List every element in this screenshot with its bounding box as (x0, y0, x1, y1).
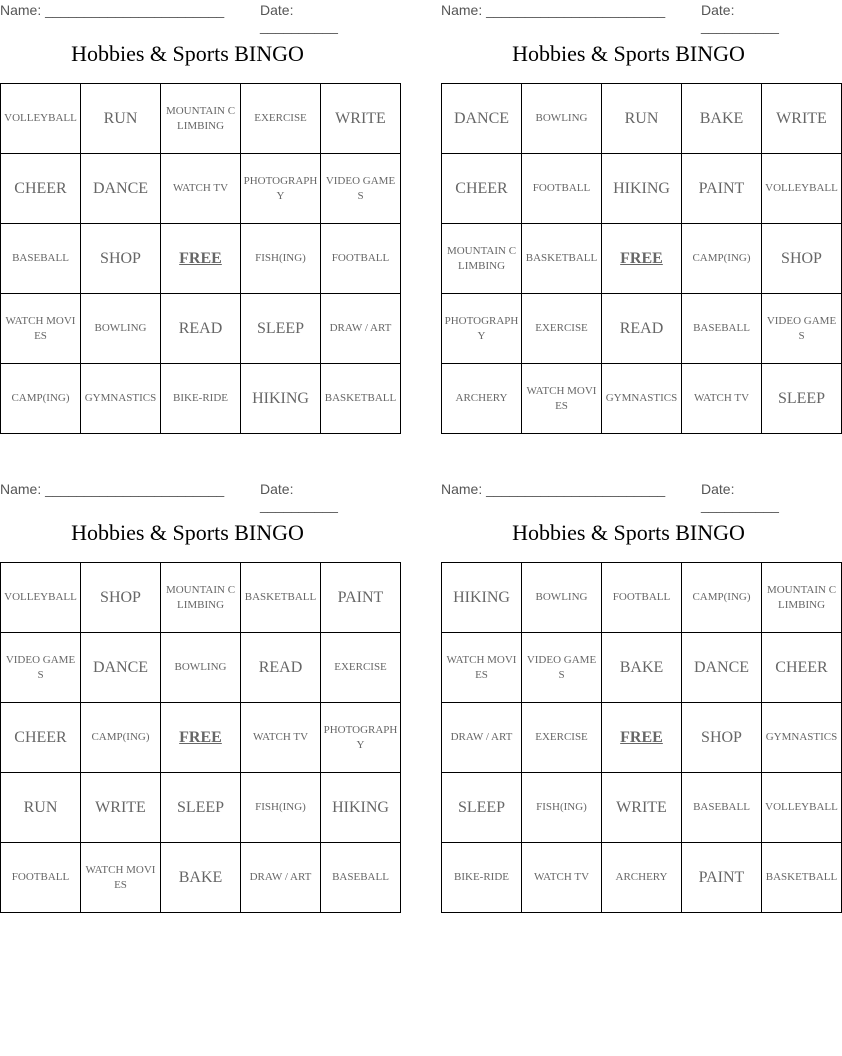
bingo-cell: BIKE-RIDE (442, 843, 522, 913)
bingo-cell: WATCH MOVIES (522, 364, 602, 434)
date-field: Date: __________ (260, 481, 338, 513)
bingo-cell: PHOTOGRAPHY (321, 703, 401, 773)
bingo-row (442, 563, 842, 633)
bingo-cell: WRITE (762, 84, 842, 154)
bingo-cell: DRAW / ART (321, 294, 401, 364)
bingo-cell: READ (161, 294, 241, 364)
bingo-cell: HIKING (602, 154, 682, 224)
bingo-cell: DANCE (682, 633, 762, 703)
bingo-cell: CAMP(ING) (81, 703, 161, 773)
bingo-cell: VOLLEYBALL (762, 773, 842, 843)
bingo-cell: HIKING (241, 364, 321, 434)
free-space-cell: FREE (602, 224, 682, 294)
bingo-cell: WATCH TV (161, 154, 241, 224)
date-field: Date: __________ (701, 2, 779, 34)
bingo-cell: FOOTBALL (321, 224, 401, 294)
bingo-cell: PHOTOGRAPHY (442, 294, 522, 364)
bingo-row (442, 294, 842, 364)
bingo-cell: VIDEO GAMES (762, 294, 842, 364)
bingo-cell: DRAW / ART (241, 843, 321, 913)
date-field: Date: __________ (260, 2, 338, 34)
bingo-cell: FISH(ING) (241, 224, 321, 294)
bingo-cell: CAMP(ING) (682, 224, 762, 294)
bingo-cell: RUN (1, 773, 81, 843)
bingo-cell: CHEER (1, 154, 81, 224)
card-header (441, 0, 816, 34)
bingo-cell: PHOTOGRAPHY (241, 154, 321, 224)
free-space-cell: FREE (602, 703, 682, 773)
bingo-cell: SHOP (81, 224, 161, 294)
bingo-row (1, 364, 401, 434)
card-title: Hobbies & Sports BINGO (512, 520, 745, 545)
bingo-row (1, 843, 401, 913)
bingo-cell: PAINT (682, 843, 762, 913)
bingo-card-4 (441, 479, 838, 919)
bingo-cell: VOLLEYBALL (762, 154, 842, 224)
bingo-cell: CHEER (762, 633, 842, 703)
name-field: Name: _______________________ (0, 481, 225, 497)
card-header (0, 0, 375, 34)
bingo-row (1, 154, 401, 224)
bingo-cell: VIDEO GAMES (1, 633, 81, 703)
bingo-cell: SLEEP (241, 294, 321, 364)
bingo-cell: SHOP (762, 224, 842, 294)
bingo-card-1 (0, 0, 397, 440)
bingo-cell: HIKING (442, 563, 522, 633)
bingo-cell: HIKING (321, 773, 401, 843)
bingo-card-3 (0, 479, 398, 919)
bingo-cell: BASEBALL (682, 773, 762, 843)
bingo-cell: ARCHERY (602, 843, 682, 913)
bingo-cell: BASEBALL (321, 843, 401, 913)
bingo-row (1, 294, 401, 364)
bingo-cell: DRAW / ART (442, 703, 522, 773)
bingo-cell: BOWLING (81, 294, 161, 364)
bingo-cell: BAKE (682, 84, 762, 154)
bingo-cell: FOOTBALL (522, 154, 602, 224)
bingo-cell: RUN (81, 84, 161, 154)
bingo-cell: BIKE-RIDE (161, 364, 241, 434)
bingo-row (1, 224, 401, 294)
bingo-cell: WATCH TV (241, 703, 321, 773)
bingo-cell: WATCH MOVIES (81, 843, 161, 913)
name-field: Name: _______________________ (441, 481, 666, 497)
name-field: Name: _______________________ (0, 2, 225, 18)
bingo-cell: GYMNASTICS (81, 364, 161, 434)
bingo-cell: EXERCISE (522, 703, 602, 773)
card-header (441, 479, 816, 513)
bingo-row (442, 364, 842, 434)
bingo-cell: READ (241, 633, 321, 703)
bingo-cell: BAKE (161, 843, 241, 913)
bingo-cell: WRITE (321, 84, 401, 154)
bingo-cell: SLEEP (442, 773, 522, 843)
bingo-cell: DANCE (442, 84, 522, 154)
name-field: Name: _______________________ (441, 2, 666, 18)
bingo-grid (441, 562, 842, 913)
bingo-row (1, 563, 401, 633)
bingo-cell: CHEER (442, 154, 522, 224)
bingo-cell: VOLLEYBALL (1, 563, 81, 633)
bingo-cell: SLEEP (762, 364, 842, 434)
bingo-cell: WATCH TV (522, 843, 602, 913)
bingo-cell: SHOP (682, 703, 762, 773)
bingo-cell: RUN (602, 84, 682, 154)
bingo-cell: BASEBALL (682, 294, 762, 364)
bingo-cell: VIDEO GAMES (522, 633, 602, 703)
bingo-cell: EXERCISE (241, 84, 321, 154)
bingo-cell: PAINT (682, 154, 762, 224)
bingo-row (442, 224, 842, 294)
bingo-cell: FOOTBALL (1, 843, 81, 913)
bingo-cell: BASKETBALL (321, 364, 401, 434)
bingo-cell: MOUNTAIN CLIMBING (161, 84, 241, 154)
bingo-cell: GYMNASTICS (602, 364, 682, 434)
bingo-row (442, 843, 842, 913)
bingo-cell: READ (602, 294, 682, 364)
bingo-cell: VIDEO GAMES (321, 154, 401, 224)
bingo-cell: WATCH MOVIES (1, 294, 81, 364)
bingo-row (1, 84, 401, 154)
bingo-cell: CHEER (1, 703, 81, 773)
bingo-cell: SHOP (81, 563, 161, 633)
bingo-cell: BOWLING (522, 84, 602, 154)
bingo-cell: BOWLING (522, 563, 602, 633)
bingo-cell: FISH(ING) (522, 773, 602, 843)
bingo-grid (0, 83, 401, 434)
bingo-cell: WATCH TV (682, 364, 762, 434)
bingo-row (442, 84, 842, 154)
bingo-cell: DANCE (81, 633, 161, 703)
card-title: Hobbies & Sports BINGO (512, 41, 745, 66)
bingo-cell: GYMNASTICS (762, 703, 842, 773)
bingo-cell: CAMP(ING) (682, 563, 762, 633)
bingo-cell: EXERCISE (522, 294, 602, 364)
bingo-cell: FOOTBALL (602, 563, 682, 633)
bingo-cell: EXERCISE (321, 633, 401, 703)
bingo-grid (0, 562, 401, 913)
bingo-row (442, 633, 842, 703)
bingo-cell: BAKE (602, 633, 682, 703)
bingo-cell: BASKETBALL (762, 843, 842, 913)
bingo-cell: WRITE (81, 773, 161, 843)
bingo-cell: BASKETBALL (241, 563, 321, 633)
bingo-row (1, 633, 401, 703)
bingo-card-2 (441, 0, 838, 440)
card-title: Hobbies & Sports BINGO (71, 41, 304, 66)
bingo-cell: MOUNTAIN CLIMBING (442, 224, 522, 294)
bingo-cell: DANCE (81, 154, 161, 224)
bingo-cell: MOUNTAIN CLIMBING (161, 563, 241, 633)
bingo-cell: BASKETBALL (522, 224, 602, 294)
bingo-cell: WATCH MOVIES (442, 633, 522, 703)
bingo-cell: BASEBALL (1, 224, 81, 294)
bingo-row (442, 773, 842, 843)
bingo-row (442, 703, 842, 773)
bingo-row (1, 773, 401, 843)
free-space-cell: FREE (161, 224, 241, 294)
bingo-cell: WRITE (602, 773, 682, 843)
card-header (0, 479, 375, 513)
bingo-cell: MOUNTAIN CLIMBING (762, 563, 842, 633)
bingo-cell: ARCHERY (442, 364, 522, 434)
free-space-cell: FREE (161, 703, 241, 773)
date-field: Date: __________ (701, 481, 779, 513)
bingo-cell: BOWLING (161, 633, 241, 703)
bingo-cell: PAINT (321, 563, 401, 633)
bingo-row (442, 154, 842, 224)
card-title: Hobbies & Sports BINGO (71, 520, 304, 545)
bingo-cell: FISH(ING) (241, 773, 321, 843)
bingo-cell: VOLLEYBALL (1, 84, 81, 154)
bingo-grid (441, 83, 842, 434)
bingo-row (1, 703, 401, 773)
bingo-cell: CAMP(ING) (1, 364, 81, 434)
bingo-cell: SLEEP (161, 773, 241, 843)
